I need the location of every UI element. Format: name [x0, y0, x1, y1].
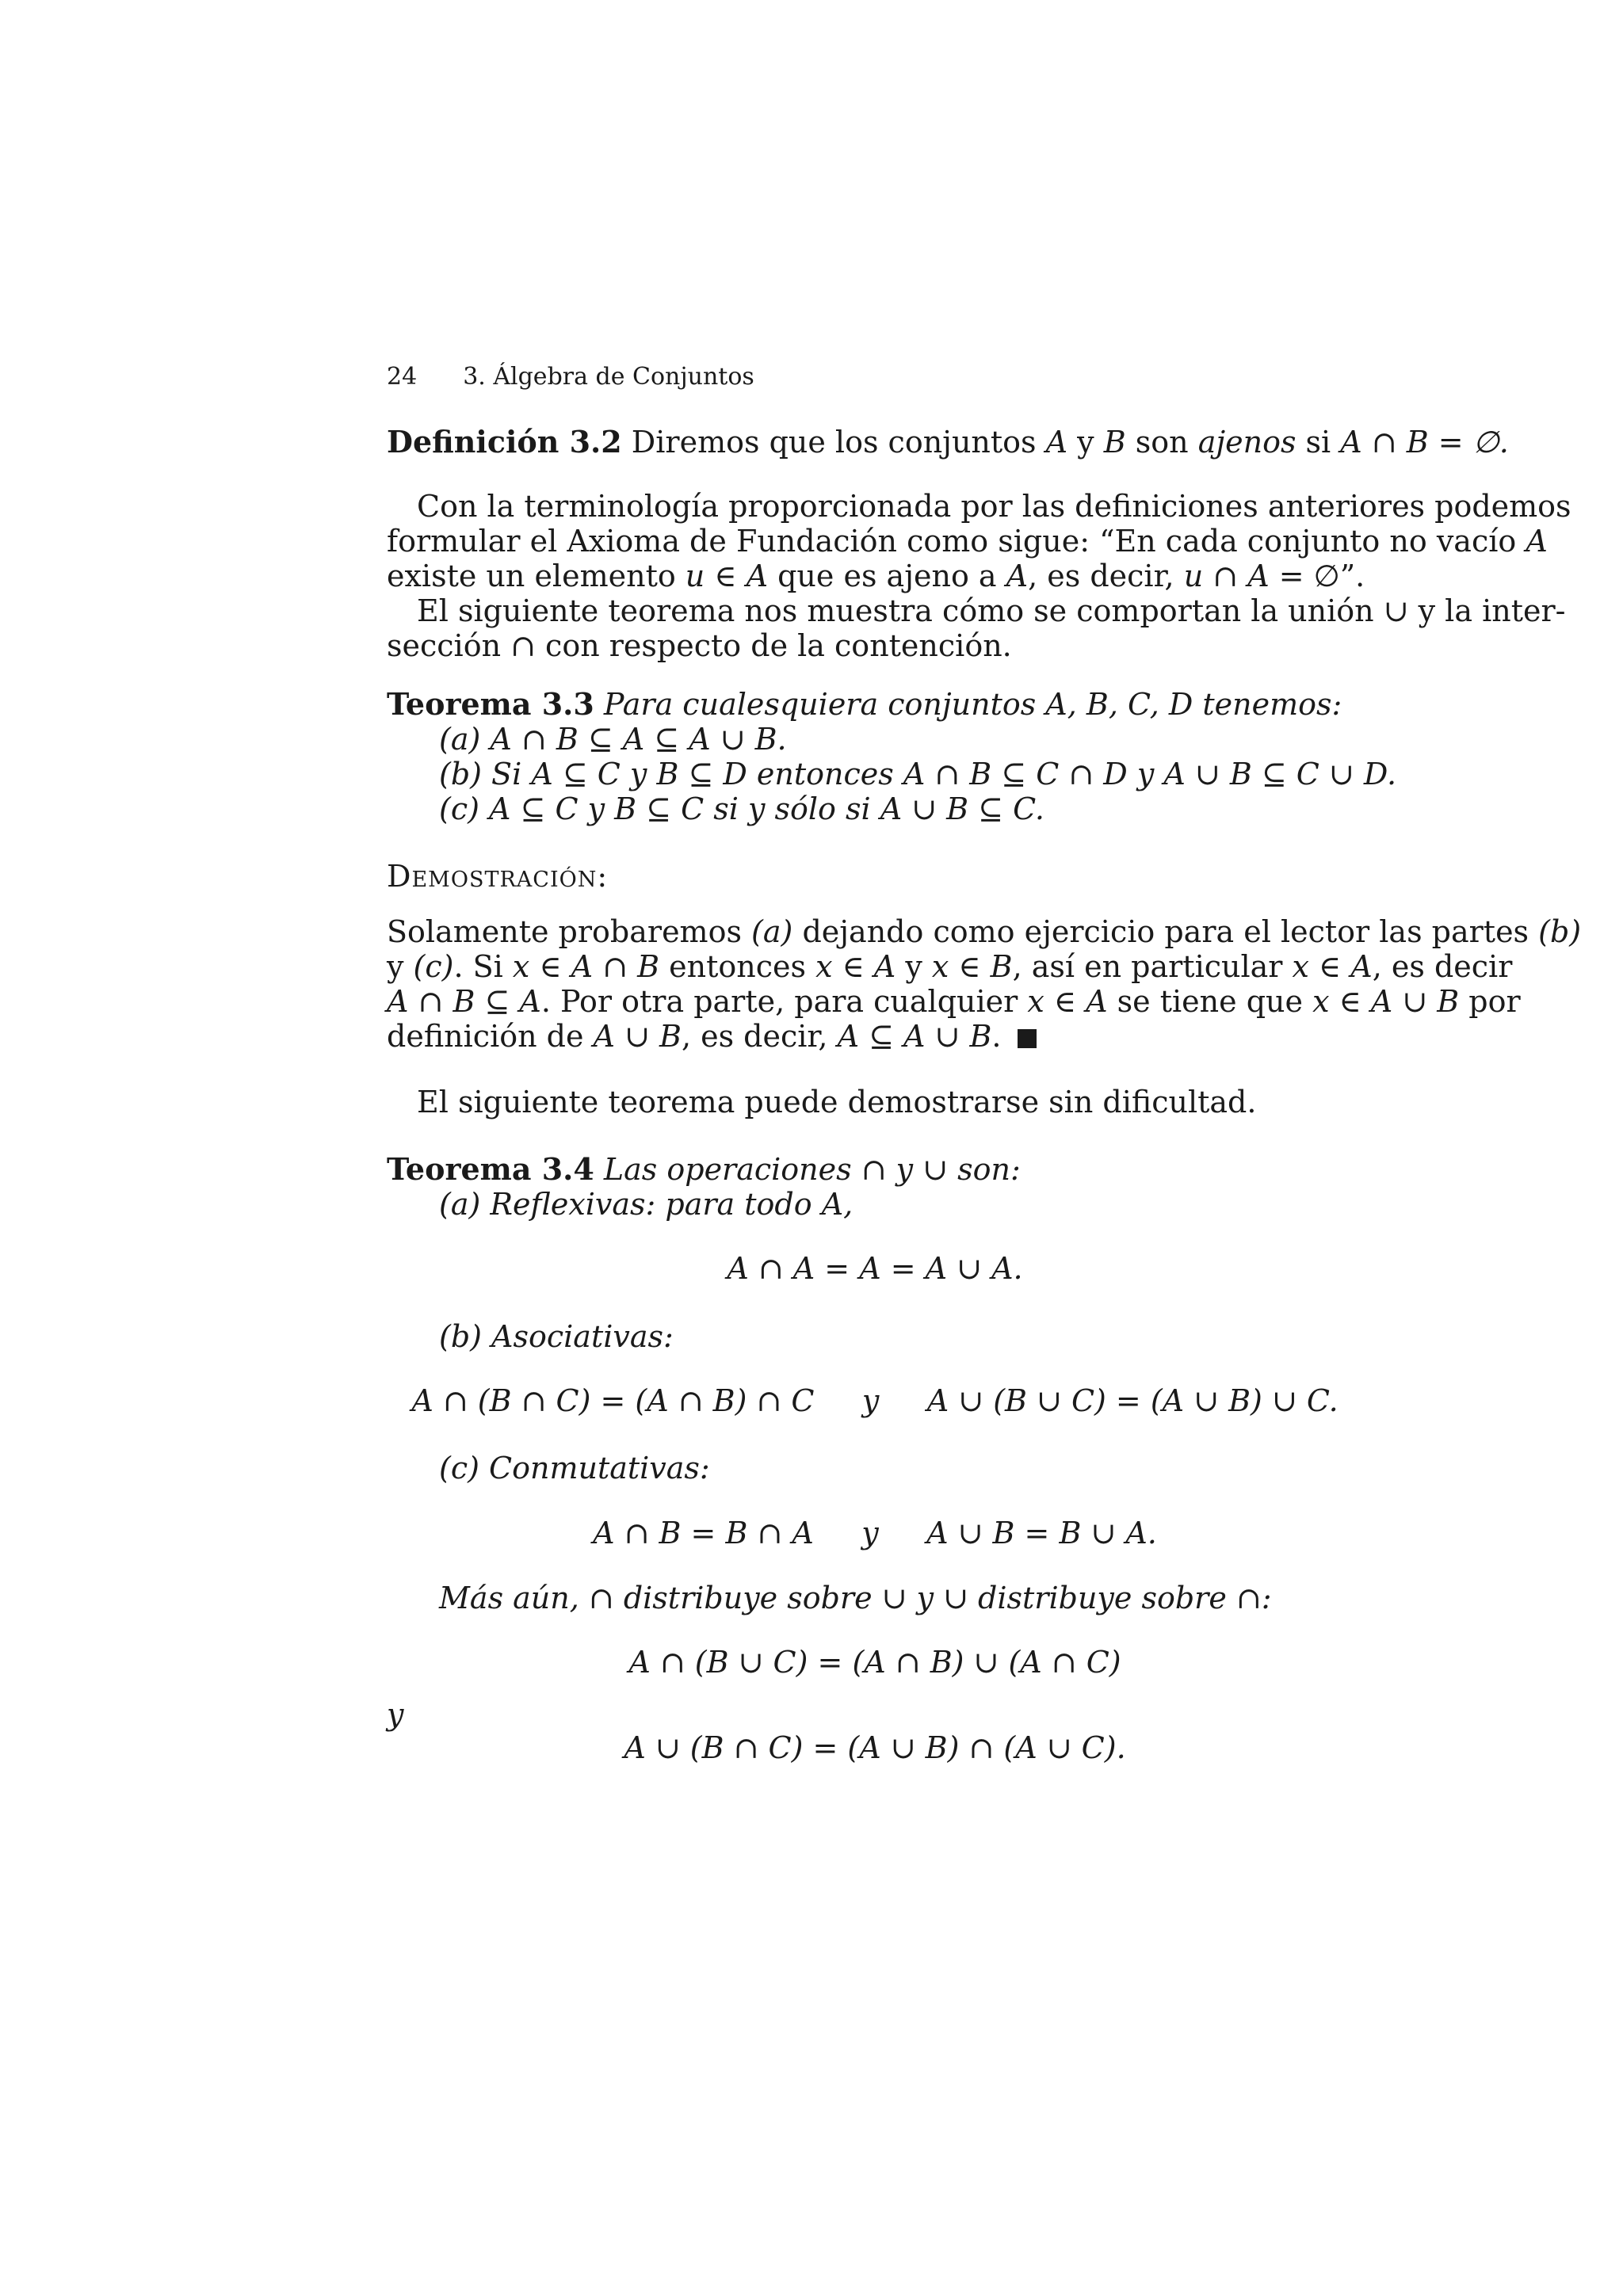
text-run: por [1459, 984, 1521, 1019]
math-inline: B [659, 1019, 682, 1054]
theorem-3-4-item-a: (a) Reflexivas: para todo A, [439, 1187, 854, 1222]
text-run: El siguiente teorema nos muestra cómo se comportan la unión ∪ y la inter- [417, 593, 1566, 628]
equation-conmutativas: A ∩ B = B ∩ A y A ∪ B = B ∪ A. [593, 1516, 1157, 1550]
math-inline: B [1437, 984, 1460, 1019]
text-run: y [387, 949, 414, 984]
connector-y: y [387, 1697, 404, 1732]
proof-line [387, 1018, 1363, 1055]
theorem-3-4-item-c: (c) Conmutativas: [439, 1451, 710, 1486]
theorem-3-3-item-b: (b) Si A ⊆ C y B ⊆ D entonces A ∩ B ⊆ C ∩ D y A ∪ B ⊆ C ∪ D. [439, 757, 1397, 791]
math-inline: B [637, 949, 660, 984]
math-inline: u [1183, 559, 1204, 593]
text-run: = ∅”. [1269, 559, 1365, 593]
math-inline: A [1006, 559, 1029, 593]
theorem-3-3-item-c: (c) A ⊆ C y B ⊆ C si y sólo si A ∪ B ⊆ C. [439, 791, 1044, 826]
text-run: ∈ [705, 559, 747, 593]
definition-text: si [1296, 425, 1341, 460]
proof-line [387, 948, 1513, 985]
text-run: ∈ [529, 949, 571, 984]
text-run: ∩ [408, 984, 453, 1019]
text-run: . Por otra parte, para cualquier [540, 984, 1028, 1019]
text-run: Solamente probaremos [387, 914, 752, 949]
math-inline: A [1370, 984, 1393, 1019]
text-run: , así en particular [1012, 949, 1293, 984]
text-run: ⊆ [859, 1019, 904, 1054]
math-inline: (c) [413, 949, 454, 984]
theorem-3-3-heading [387, 686, 1363, 723]
math-inline: A [746, 559, 769, 593]
math-inline: A [593, 1019, 615, 1054]
text-run: ∈ [1308, 949, 1351, 984]
text-run: ∪ [1392, 984, 1438, 1019]
math-inline: B [990, 949, 1013, 984]
math-inline: x [512, 949, 530, 984]
definition-3-2 [387, 424, 1509, 460]
math-inline: A [1526, 524, 1548, 559]
chapter-title: 3. Álgebra de Conjuntos [463, 363, 754, 391]
theorem-label: Teorema 3.3 [387, 686, 594, 722]
theorem-3-3-item-a: (a) A ∩ B ⊆ A ⊆ A ∪ B. [439, 722, 787, 757]
text-run: formular el Axioma de Fundación como sigue: “En cada conjunto no vacío [387, 524, 1526, 559]
math-inline: A ∩ B = ∅. [1340, 425, 1509, 460]
text-run: ∪ [615, 1019, 659, 1054]
text-run: sección ∩ con respecto de la contención. [387, 628, 1012, 663]
text-run: ∩ [593, 949, 638, 984]
math-inline: (a) [751, 914, 793, 949]
text-run: entonces [659, 949, 816, 984]
math-inline: (b) [1538, 914, 1582, 949]
text-run: , es decir, [1028, 559, 1184, 593]
theorem-3-4-heading [387, 1151, 1363, 1188]
math-inline: A [519, 984, 541, 1019]
definition-label: Definición 3.2 [387, 424, 622, 460]
text-run: , es decir, [681, 1019, 838, 1054]
math-inline: A [873, 949, 896, 984]
text-run: y [896, 949, 932, 984]
text-run: existe un elemento [387, 559, 685, 593]
theorem-label: Teorema 3.4 [387, 1151, 594, 1187]
math-inline: A [1045, 425, 1068, 460]
equation-distributiva-1: A ∩ (B ∪ C) = (A ∩ B) ∪ (A ∩ C) [628, 1645, 1121, 1680]
math-inline: x [815, 949, 833, 984]
math-inline: A [1350, 949, 1373, 984]
definition-text: y [1067, 425, 1104, 460]
math-inline: B [453, 984, 475, 1019]
transition-paragraph: El siguiente teorema puede demostrarse sin dificultad. [417, 1085, 1257, 1119]
text-run: se tiene que [1107, 984, 1313, 1019]
text-run: ∈ [832, 949, 874, 984]
equation-asociativas: A ∩ (B ∩ C) = (A ∩ B) ∩ C y A ∪ (B ∪ C) = (A ∪ B) ∪ C. [411, 1383, 1338, 1418]
text-run: ∪ [925, 1019, 970, 1054]
proof-line [387, 913, 1582, 950]
paragraph-line [417, 593, 1566, 629]
text-run: que es ajeno a [768, 559, 1006, 593]
distributive-statement: Más aún, ∩ distribuye sobre ∪ y ∪ distribuye sobre ∩: [439, 1581, 1272, 1615]
text-run: ∈ [1044, 984, 1086, 1019]
text-run: Con la terminología proporcionada por las definiciones anteriores podemos [417, 489, 1571, 524]
page-number: 24 [387, 363, 418, 391]
defined-term: ajenos [1197, 425, 1296, 460]
text-run: ∩ [1203, 559, 1248, 593]
math-inline: x [1292, 949, 1309, 984]
math-inline: A [1086, 984, 1108, 1019]
definition-text: Diremos que los conjuntos [621, 425, 1046, 460]
paragraph-line [387, 558, 1363, 594]
text-run: definición de [387, 1019, 594, 1054]
theorem-statement: Las operaciones ∩ y ∪ son: [594, 1152, 1021, 1187]
paragraph-line [417, 488, 1571, 524]
running-header [387, 363, 1363, 391]
theorem-statement: Para cualesquiera conjuntos A, B, C, D tenemos: [594, 687, 1342, 722]
math-inline: B [1103, 425, 1126, 460]
math-inline: A [1247, 559, 1270, 593]
math-inline: A [387, 984, 409, 1019]
equation-distributiva-2: A ∪ (B ∩ C) = (A ∪ B) ∩ (A ∪ C). [624, 1730, 1126, 1765]
math-inline: x [931, 949, 949, 984]
math-inline: A [903, 1019, 926, 1054]
math-inline: x [1027, 984, 1044, 1019]
theorem-3-4-item-b: (b) Asociativas: [439, 1319, 674, 1354]
proof-line [387, 983, 1521, 1020]
math-inline: x [1312, 984, 1330, 1019]
definition-text: son [1125, 425, 1198, 460]
text-run: dejando como ejercicio para el lector las partes [792, 914, 1539, 949]
proof-heading: Demostración: [387, 859, 609, 894]
math-inline: B [969, 1019, 992, 1054]
text-run: . Si [453, 949, 513, 984]
text-run: , es decir [1372, 949, 1513, 984]
math-inline: A [837, 1019, 860, 1054]
qed-symbol [1018, 1029, 1037, 1048]
text-run: . [991, 1019, 1002, 1054]
text-run: ∈ [1329, 984, 1371, 1019]
text-run: ⊆ [475, 984, 520, 1019]
paragraph-line [387, 523, 1548, 559]
paragraph-line [387, 627, 1363, 664]
equation-reflexivas: A ∩ A = A = A ∪ A. [727, 1251, 1023, 1286]
math-inline: A [571, 949, 594, 984]
text-run: ∈ [949, 949, 991, 984]
math-inline: u [685, 559, 705, 593]
